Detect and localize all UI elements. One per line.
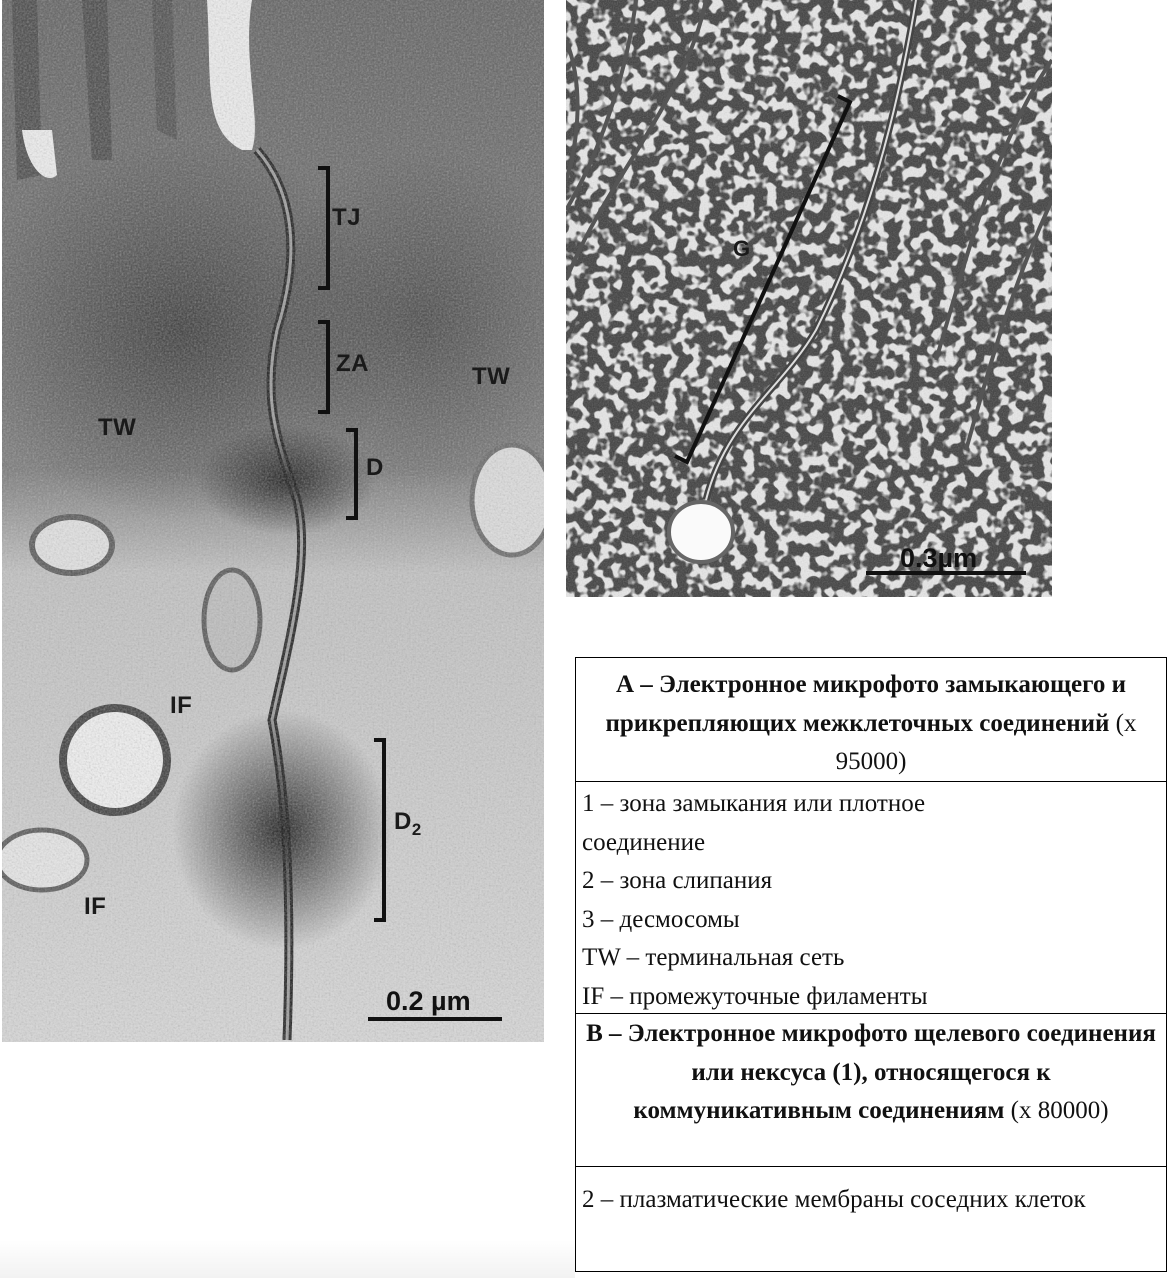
label-d2: $D_2$	[394, 808, 422, 839]
list-item: 3 – десмосомы	[582, 905, 740, 933]
section-a-items	[576, 782, 1166, 1014]
label-za: ZA	[336, 350, 369, 377]
micrograph-b-image	[566, 0, 1052, 597]
section-a-heading	[576, 658, 1166, 782]
micrograph-a	[2, 0, 544, 1042]
label-tj: TJ	[332, 204, 362, 231]
micrograph-a-image	[2, 0, 544, 1042]
label-if-bottom: IF	[84, 893, 107, 920]
section-b-title: В – Электронное микрофото щелевого соединения или нексуса (1), относящегося к коммуникативным соединениям	[586, 1020, 1156, 1125]
scale-label-b: 0.3µm	[900, 543, 978, 573]
list-item: 2 – плазматические мембраны соседних клеток	[582, 1186, 1086, 1213]
label-g: G	[733, 236, 751, 261]
list-item: 2 – зона слипания	[582, 867, 773, 895]
section-a-magnification: (х 95000)	[835, 709, 1137, 776]
label-tw-right: TW	[472, 363, 511, 390]
section-b-heading	[576, 1014, 1166, 1167]
scale-label-a: 0.2 µm	[386, 986, 471, 1016]
section-a-title: А – Электронное микрофото замыкающего и прикрепляющих межклеточных соединений	[605, 671, 1127, 737]
list-item: 1 – зона замыкания или плотное соединение	[582, 790, 926, 856]
list-item: IF – промежуточные филаменты	[582, 982, 928, 1010]
label-if-top: IF	[170, 692, 193, 719]
label-d: D	[366, 454, 384, 481]
label-tw-left: TW	[98, 414, 137, 441]
page-bottom-shade	[0, 1240, 575, 1278]
micrograph-b	[566, 0, 1052, 597]
scale-bar-a	[368, 1017, 502, 1021]
legend-table	[575, 657, 1167, 1272]
section-b-magnification: (х 80000)	[1010, 1097, 1109, 1125]
list-item: TW – терминальная сеть	[582, 944, 845, 972]
section-b-items	[576, 1167, 1166, 1271]
